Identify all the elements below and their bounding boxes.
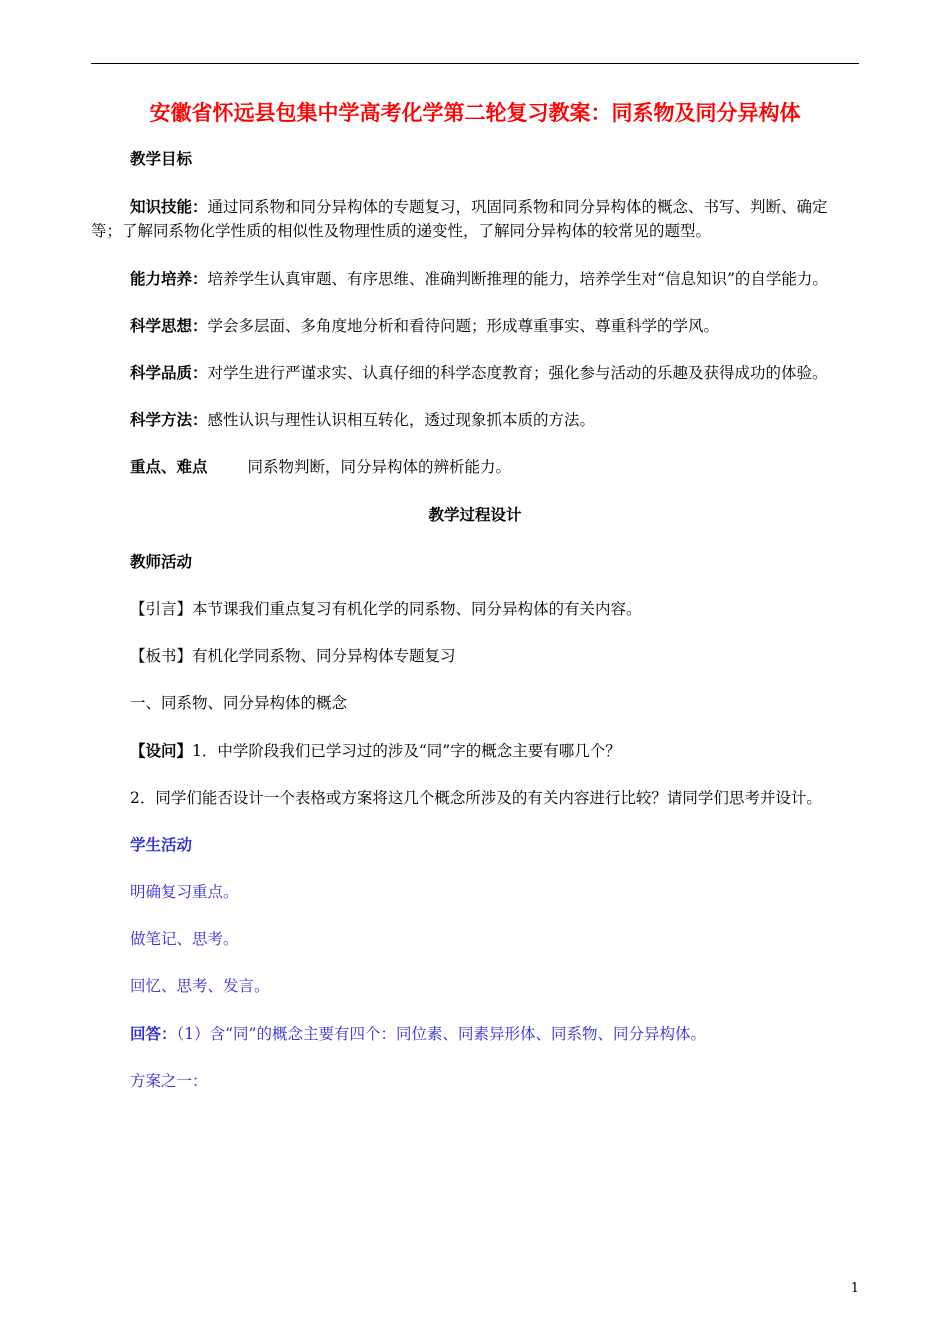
question-text: 1．中学阶段我们已学习过的涉及“同”字的概念主要有哪几个？ (192, 742, 621, 760)
quality-text: 对学生进行严谨求实、认真仔细的科学态度教育；强化参与活动的乐趣及获得成功的体验。 (207, 364, 828, 382)
ability-text: 培养学生认真审题、有序思维、准确判断推理的能力，培养学生对“信息知识”的自学能力。 (207, 270, 828, 288)
knowledge-paragraph (130, 196, 828, 218)
intro-line: 【引言】本节课我们重点复习有机化学的同系物、同分异构体的有关内容。 (130, 600, 642, 618)
answer-paragraph (130, 1023, 706, 1045)
page-number: 1 (850, 1281, 859, 1296)
question-paragraph (130, 740, 621, 762)
student-line: 明确复习重点。 (130, 883, 239, 901)
question-label: 【设问】 (130, 742, 193, 760)
keypoints-label: 重点、难点 (130, 458, 208, 476)
thought-label: 科学思想： (130, 317, 208, 335)
thought-paragraph (130, 315, 719, 337)
plan-line: 方案之一： (130, 1072, 208, 1090)
knowledge-text: 通过同系物和同分异构体的专题复习，巩固同系物和同分异构体的概念、书写、判断、确定 (207, 198, 828, 216)
quality-label: 科学品质： (130, 364, 208, 382)
knowledge-text-cont: 等；了解同系物化学性质的相似性及物理性质的递变性，了解同分异构体的较常见的题型。 (91, 222, 712, 240)
process-heading: 教学过程设计 (428, 506, 522, 524)
header-rule (91, 63, 859, 64)
method-text: 感性认识与理性认识相互转化，透过现象抓本质的方法。 (207, 411, 596, 429)
keypoints-paragraph (130, 456, 511, 478)
keypoints-text: 同系物判断，同分异构体的辨析能力。 (247, 458, 512, 476)
page-title: 安徽省怀远县包集中学高考化学第二轮复习教案：同系物及同分异构体 (149, 101, 801, 125)
method-paragraph (130, 409, 595, 431)
method-label: 科学方法： (130, 411, 208, 429)
thought-text: 学会多层面、多角度地分析和看待问题；形成尊重事实、尊重科学的学风。 (207, 317, 720, 335)
student-line: 回忆、思考、发言。 (130, 977, 270, 995)
answer-label: 回答： (130, 1025, 177, 1043)
board-line: 【板书】有机化学同系物、同分异构体专题复习 (130, 647, 456, 665)
teacher-heading: 教师活动 (130, 553, 193, 571)
ability-label: 能力培养： (130, 270, 208, 288)
student-line: 做笔记、思考。 (130, 930, 239, 948)
ability-paragraph (130, 268, 828, 290)
answer-text: （1）含“同”的概念主要有四个：同位素、同素异形体、同系物、同分异构体。 (176, 1025, 706, 1043)
objectives-heading: 教学目标 (130, 150, 193, 168)
quality-paragraph (130, 362, 828, 384)
question2-line: 2．同学们能否设计一个表格或方案将这几个概念所涉及的有关内容进行比较？请同学们思考并设计。 (130, 789, 822, 807)
section-heading: 一、同系物、同分异构体的概念 (130, 694, 348, 712)
knowledge-label: 知识技能： (130, 198, 208, 216)
student-heading: 学生活动 (130, 836, 193, 854)
